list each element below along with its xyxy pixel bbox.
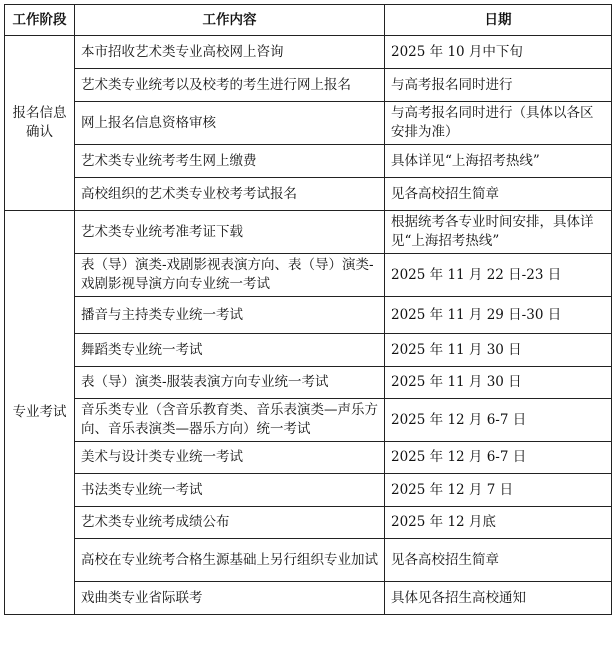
- content-cell: 艺术类专业统考考生网上缴费: [75, 145, 385, 178]
- phase-cell-registration: 报名信息确认: [5, 36, 75, 211]
- table-row: [5, 145, 612, 178]
- content-cell: 艺术类专业统考准考证下载: [75, 211, 385, 254]
- table-row: [5, 178, 612, 211]
- content-cell: 播音与主持类专业统一考试: [75, 297, 385, 334]
- table-row: [5, 442, 612, 474]
- date-cell: 2025 年 12 月 6-7 日: [385, 399, 612, 442]
- date-cell: 根据统考各专业时间安排，具体详见“上海招考热线”: [385, 211, 612, 254]
- content-cell: 网上报名信息资格审核: [75, 102, 385, 145]
- date-cell: 2025 年 12 月 6-7 日: [385, 442, 612, 474]
- table-row: [5, 102, 612, 145]
- date-cell: 2025 年 12 月 7 日: [385, 474, 612, 507]
- content-cell: 高校组织的艺术类专业校考考试报名: [75, 178, 385, 211]
- date-cell: 2025 年 10 月中下旬: [385, 36, 612, 69]
- date-cell: 与高考报名同时进行: [385, 69, 612, 102]
- table-row: [5, 474, 612, 507]
- date-cell: 具体详见“上海招考热线”: [385, 145, 612, 178]
- header-date: 日期: [385, 5, 612, 36]
- date-cell: 2025 年 12 月底: [385, 507, 612, 539]
- table-header-row: [5, 5, 612, 36]
- table-row: [5, 254, 612, 297]
- date-cell: 见各高校招生简章: [385, 539, 612, 582]
- date-cell: 2025 年 11 月 22 日-23 日: [385, 254, 612, 297]
- table-row: [5, 399, 612, 442]
- date-cell: 2025 年 11 月 29 日-30 日: [385, 297, 612, 334]
- content-cell: 表（导）演类-服装表演方向专业统一考试: [75, 367, 385, 399]
- content-cell: 戏曲类专业省际联考: [75, 582, 385, 615]
- content-cell: 美术与设计类专业统一考试: [75, 442, 385, 474]
- date-cell: 具体见各招生高校通知: [385, 582, 612, 615]
- content-cell: 艺术类专业统考成绩公布: [75, 507, 385, 539]
- date-cell: 见各高校招生简章: [385, 178, 612, 211]
- table-row: [5, 69, 612, 102]
- date-cell: 2025 年 11 月 30 日: [385, 334, 612, 367]
- content-cell: 书法类专业统一考试: [75, 474, 385, 507]
- content-cell: 表（导）演类-戏剧影视表演方向、表（导）演类-戏剧影视导演方向专业统一考试: [75, 254, 385, 297]
- content-cell: 高校在专业统考合格生源基础上另行组织专业加试: [75, 539, 385, 582]
- content-cell: 艺术类专业统考以及校考的考生进行网上报名: [75, 69, 385, 102]
- table-row: [5, 539, 612, 582]
- content-cell: 舞蹈类专业统一考试: [75, 334, 385, 367]
- table-row: [5, 297, 612, 334]
- table-row: [5, 582, 612, 615]
- schedule-table: [4, 4, 612, 615]
- table-row: [5, 211, 612, 254]
- table-row: [5, 367, 612, 399]
- header-phase: 工作阶段: [5, 5, 75, 36]
- date-cell: 2025 年 11 月 30 日: [385, 367, 612, 399]
- date-cell: 与高考报名同时进行（具体以各区安排为准）: [385, 102, 612, 145]
- content-cell: 本市招收艺术类专业高校网上咨询: [75, 36, 385, 69]
- table-row: [5, 36, 612, 69]
- header-content: 工作内容: [75, 5, 385, 36]
- table-row: [5, 507, 612, 539]
- phase-cell-exam: 专业考试: [5, 211, 75, 615]
- table-row: [5, 334, 612, 367]
- content-cell: 音乐类专业（含音乐教育类、音乐表演类—声乐方向、音乐表演类—器乐方向）统一考试: [75, 399, 385, 442]
